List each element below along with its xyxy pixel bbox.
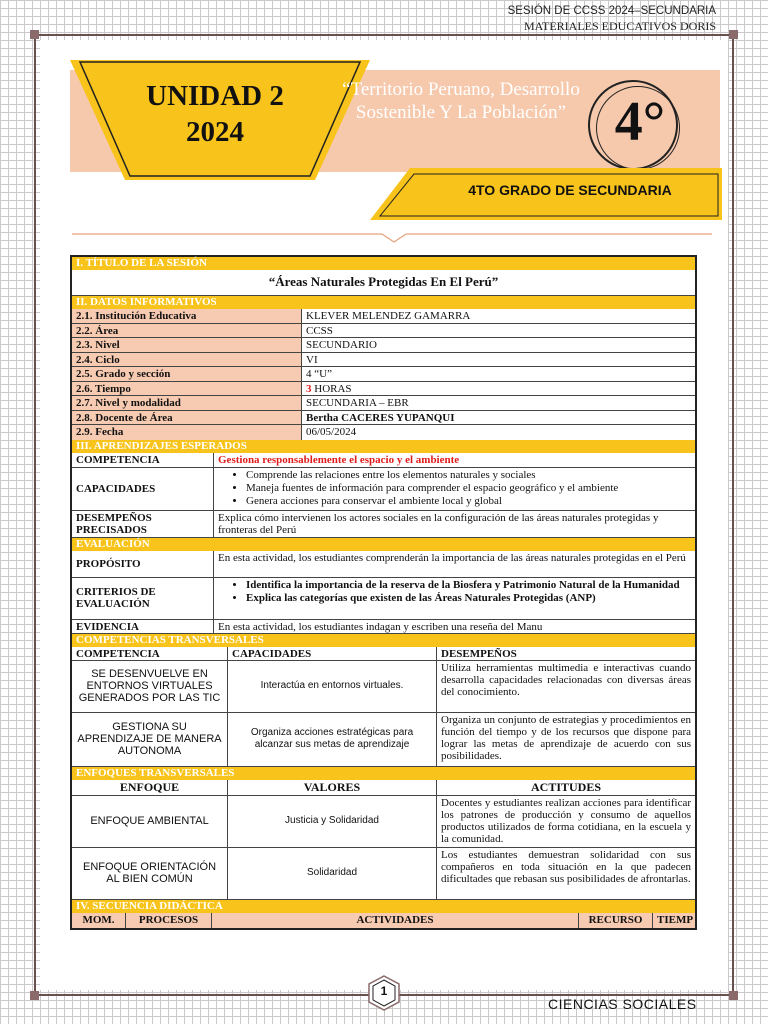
frame-corner [30, 991, 39, 1000]
info-label: 2.2. Área [72, 324, 302, 338]
info-value: Bertha CACERES YUPANQUI [306, 411, 455, 424]
document-source-header [508, 4, 716, 34]
frame-corner [30, 30, 39, 39]
approaches-header: ENFOQUE [72, 780, 228, 795]
proposito-label: PROPÓSITO [72, 551, 214, 577]
info-label: 2.6. Tiempo [72, 382, 302, 396]
info-value: SECUNDARIA – EBR [306, 397, 409, 409]
info-row [72, 338, 695, 353]
info-label: 2.4. Ciclo [72, 353, 302, 367]
approach-enfoque: ENFOQUE ORIENTACIÓN AL BIEN COMÚN [72, 848, 228, 899]
info-row [72, 309, 695, 324]
info-label: 2.8. Docente de Área [72, 411, 302, 425]
desempenos-value: Explica cómo intervienen los actores sociales en la configuración de las áreas naturales protegidas y fronteras del Perú [218, 511, 659, 536]
grade-badge: 4° [614, 91, 666, 153]
frame-corner [729, 991, 738, 1000]
transversal-capacidad: Organiza acciones estratégicas para alcanzar sus metas de aprendizaje [228, 713, 437, 766]
desempenos-label: DESEMPEÑOS PRECISADOS [72, 511, 214, 537]
transversal-competencia: GESTIONA SU APRENDIZAJE DE MANERA AUTONOMA [72, 713, 228, 766]
unit-line-1: UNIDAD 2 [146, 80, 284, 112]
proposito-value: En esta actividad, los estudiantes comprenderán la importancia de las áreas naturales protegidas en el Perú [218, 551, 686, 564]
criterios-row [72, 578, 695, 620]
info-row [72, 324, 695, 339]
transversal-desempeno: Utiliza herramientas multimedia e interactivas cuando desarrolla capacidades relacionadas con diversas áreas del conocimiento. [441, 661, 691, 698]
criterio-item: • Identifica la importancia de la reserva de la Biosfera y Patrimonio Natural de la Humanidad [246, 579, 691, 592]
capacidades-cell [214, 468, 695, 510]
section-info: II. DATOS INFORMATIVOS [72, 296, 695, 309]
session-title-row [72, 270, 695, 296]
sequence-header: TIEMP [657, 913, 694, 926]
approach-valores: Justicia y Solidaridad [228, 796, 437, 847]
section-sequence: IV. SECUENCIA DIDÁCTICA [72, 900, 695, 913]
info-value: 06/05/2024 [306, 426, 357, 438]
info-value: KLEVER MELENDEZ GAMARRA [306, 310, 471, 322]
capacidad-item: • Genera acciones para conservar el ambiente local y global [246, 495, 691, 508]
transversal-competencia: SE DESENVUELVE EN ENTORNOS VIRTUALES GENERADOS POR LAS TIC [72, 661, 228, 712]
criterios-label: CRITERIOS DE EVALUACIÓN [72, 578, 214, 619]
info-row [72, 411, 695, 426]
approach-actitudes: Los estudiantes demuestran solidaridad con sus compañeros en toda situación en la que padecen dificultades que rebasan sus posibilidades de afrontarlas. [441, 848, 691, 885]
sequence-header: MOM. [72, 913, 126, 928]
info-value [302, 382, 695, 396]
evidencia-label: EVIDENCIA [72, 620, 214, 633]
section-transversal: COMPETENCIAS TRANSVERSALES [72, 634, 695, 647]
approach-valores: Solidaridad [228, 848, 437, 899]
sequence-header-row [72, 913, 695, 928]
capacidades-list [246, 469, 691, 508]
approaches-header-row [72, 780, 695, 796]
footer-subject: CIENCIAS SOCIALES [548, 996, 697, 1012]
info-value: 4 “U” [306, 368, 332, 380]
criterio-item: • Explica las categorías que existen de las Áreas Naturales Protegidas (ANP) [246, 592, 691, 605]
frame-corner [729, 30, 738, 39]
session-title: “Áreas Naturales Protegidas En El Perú” [268, 274, 499, 289]
transversal-row [72, 661, 695, 713]
unit-year: 2024 [186, 116, 244, 148]
approach-row [72, 848, 695, 900]
info-label: 2.7. Nivel y modalidad [72, 396, 302, 410]
decorative-divider [72, 228, 722, 244]
info-value-number: 3 [306, 382, 312, 395]
evidencia-row [72, 620, 695, 634]
approach-actitudes: Docentes y estudiantes realizan acciones para identificar los patrones de producción y consumo de aquellos productos utilizados de forma cotidiana, en la escuela y la comunidad. [441, 796, 691, 845]
info-table [72, 309, 695, 440]
approaches-header: ACTITUDES [530, 779, 602, 794]
evidencia-value: En esta actividad, los estudiantes indagan y escriben una reseña del Manu [218, 620, 543, 633]
info-row [72, 425, 695, 440]
unit-title [120, 78, 310, 150]
capacidad-item: • Maneja fuentes de información para comprender el espacio geográfico y el ambiente [246, 482, 691, 495]
competencia-label: COMPETENCIA [72, 453, 214, 467]
criterios-cell [214, 578, 695, 619]
competencia-value: Gestiona responsablemente el espacio y el ambiente [218, 453, 460, 466]
section-learning: III. APRENDIZAJES ESPERADOS [72, 440, 695, 453]
info-label: 2.9. Fecha [72, 425, 302, 440]
grade-label: 4TO GRADO DE SECUNDARIA [468, 182, 672, 198]
competencia-row [72, 453, 695, 468]
info-row [72, 367, 695, 382]
transversal-header-row [72, 647, 695, 661]
capacidades-row [72, 468, 695, 511]
page-number: 1 [380, 984, 388, 998]
section-approaches: ENFOQUES TRANSVERSALES [72, 767, 695, 780]
section-title-session: I. TÍTULO DE LA SESIÓN [72, 257, 695, 270]
info-value: VI [306, 353, 318, 366]
info-value: CCSS [306, 324, 333, 337]
capacidad-item: • Comprende las relaciones entre los elementos naturales y sociales [246, 469, 691, 482]
info-row [72, 396, 695, 411]
session-sheet [70, 255, 697, 930]
sequence-header: PROCESOS [126, 913, 212, 928]
info-row [72, 382, 695, 397]
sequence-header: RECURSO [579, 913, 653, 928]
transversal-capacidad: Interactúa en entornos virtuales. [228, 661, 437, 712]
info-label: 2.5. Grado y sección [72, 367, 302, 381]
transversal-header: CAPACIDADES [228, 647, 437, 660]
info-value-unit: HORAS [314, 382, 352, 395]
info-label: 2.3. Nivel [72, 338, 302, 352]
approach-enfoque: ENFOQUE AMBIENTAL [72, 796, 228, 847]
section-evaluation: EVALUACIÓN [72, 538, 695, 551]
desempenos-row [72, 511, 695, 538]
criterios-list [246, 579, 691, 605]
approach-row [72, 796, 695, 848]
info-label: 2.1. Institución Educativa [72, 309, 302, 323]
unit-theme-quote: “Territorio Peruano, Desarrollo Sostenible Y La Población” [342, 79, 580, 123]
materials-line: MATERIALES EDUCATIVOS DORIS [523, 19, 716, 33]
transversal-header: COMPETENCIA [72, 647, 228, 660]
transversal-header: DESEMPEÑOS [441, 647, 517, 660]
transversal-row [72, 713, 695, 767]
approaches-header: VALORES [228, 780, 437, 795]
proposito-row [72, 551, 695, 578]
sequence-header: ACTIVIDADES [212, 913, 579, 928]
session-line: SESIÓN DE CCSS 2024–SECUNDARIA [507, 5, 716, 17]
info-row [72, 353, 695, 368]
info-value: SECUNDARIO [306, 339, 377, 351]
capacidades-label: CAPACIDADES [72, 468, 214, 510]
transversal-desempeno: Organiza un conjunto de estrategias y procedimientos en función del tiempo y de los recursos que dispone para lograr las metas de aprendizaje de acuerdo con sus posibilidades. [441, 713, 691, 762]
